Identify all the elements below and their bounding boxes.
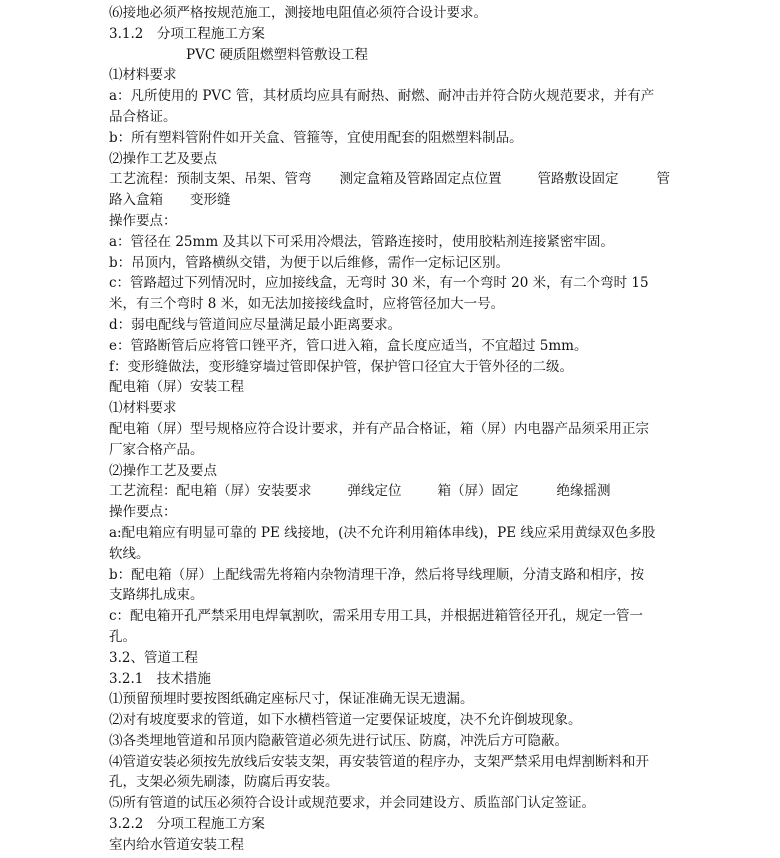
text-line: ⑶各类埋地管道和吊顶内隐蔽管道必须先进行试压、防腐，冲洗后方可隐蔽。 [109,732,568,749]
text-line: f：变形缝做法，变形缝穿墙过管即保护管，保护管口径宜大于管外径的二级。 [109,358,573,375]
text-line: ⑷管道安装必须按先放线后安装支架，再安装管道的程序办，支架严禁采用电焊割断料和开 [109,753,649,770]
text-line: e：管路断管后应将管口锉平齐，管口进入箱，盒长度应适当，不宜超过 5mm。 [109,337,588,354]
text-line: 孔。 [109,628,136,645]
section-heading: 3.2、管道工程 [109,649,198,666]
process-step: 管路敷设固定 [537,171,619,188]
text-line: 配电箱（屏）型号规格应符合设计要求，并有产品合格证，箱（屏）内电器产品须采用正宗 [109,420,649,437]
document-page [109,3,669,856]
text-line: ⑴材料要求 [109,400,177,417]
section-heading: 3.2.1 技术措施 [109,670,211,687]
subsection-title: 室内给水管道安装工程 [109,836,244,853]
text-line: b：配电箱（屏）上配线需先将箱内杂物清理干净，然后将导线理顺，分清支路和相序，按 [109,566,645,583]
text-line: 路入盒箱 变形缝 [109,192,231,209]
section-heading: 3.2.2 分项工程施工方案 [109,816,265,833]
process-step: 预制支架、吊架、管弯 [176,171,312,188]
text-line: 操作要点： [109,504,177,521]
process-flow-label: 工艺流程： [109,171,177,188]
text-line: b：所有塑料管附件如开关盒、管箍等，宜使用配套的阻燃塑料制品。 [109,129,523,146]
text-line: c：管路超过下列情况时，应加接线盒，无弯时 30 米，有一个弯时 20 米，有二个弯时 15 [109,275,649,292]
subsection-title: 配电箱（屏）安装工程 [109,379,244,396]
text-line: ⑵操作工艺及要点 [109,462,217,479]
text-line: 支路绑扎成束。 [109,587,204,604]
text-line: ⑴材料要求 [109,67,177,84]
text-line: 软线。 [109,545,150,562]
text-line: a：管径在 25mm 及其以下可采用冷煨法，管路连接时，使用胶粘剂连接紧密牢固。 [109,233,614,250]
process-step: 测定盒箱及管路固定点位置 [339,171,502,188]
process-step: 弹线定位 [347,483,402,500]
text-line: ⑵操作工艺及要点 [109,150,217,167]
text-line: ⑹接地必须严格按规范施工，测接地电阻值必须符合设计要求。 [109,5,487,21]
text-line: a:配电箱应有明显可靠的 PE 线接地，(决不允许利用箱体串线)，PE 线应采用黄绿双色多股 [109,524,656,541]
text-line: a：凡所使用的 PVC 管，其材质均应具有耐热、耐燃、耐冲击并符合防火规范要求，并有产 [109,88,655,105]
text-line: 厂家合格产品。 [109,441,204,458]
process-flow-line [109,169,669,190]
text-line: ⑵对有坡度要求的管道，如下水横档管道一定要保证坡度，决不允许倒坡现象。 [109,712,582,729]
process-step: 绝缘摇测 [556,483,611,500]
text-line: d：弱电配线与管道间应尽量满足最小距离要求。 [109,316,402,333]
subsection-title: PVC 硬质阻燃塑料管敷设工程 [186,46,368,63]
text-line: c：配电箱开孔严禁采用电焊氧割吹，需采用专用工具，并根据进箱管径开孔，规定一管一 [109,608,644,625]
text-line: ⑸所有管道的试压必须符合设计或规范要求，并会同建设方、质监部门认定签证。 [109,795,595,812]
section-heading: 3.1.2 分项工程施工方案 [109,25,265,42]
text-line: 品合格证。 [109,108,177,125]
process-step: 配电箱（屏）安装要求 [176,483,312,500]
process-step: 箱（屏）固定 [437,483,519,500]
text-line: ⑴预留预埋时要按图纸确定座标尺寸，保证准确无误无遗漏。 [109,691,474,708]
text-line: 孔，支架必须先刷漆，防腐后再安装。 [109,774,339,791]
process-step: 管 [656,171,670,188]
text-line: b：吊顶内，管路横纵交错，为便于以后维修，需作一定标记区别。 [109,254,510,271]
text-line: 操作要点： [109,212,177,229]
process-flow-line [109,481,669,502]
text-line: 米，有三个弯时 8 米，如无法加接接线盒时，应将管径加大一号。 [109,296,505,313]
process-flow-label: 工艺流程： [109,483,177,500]
